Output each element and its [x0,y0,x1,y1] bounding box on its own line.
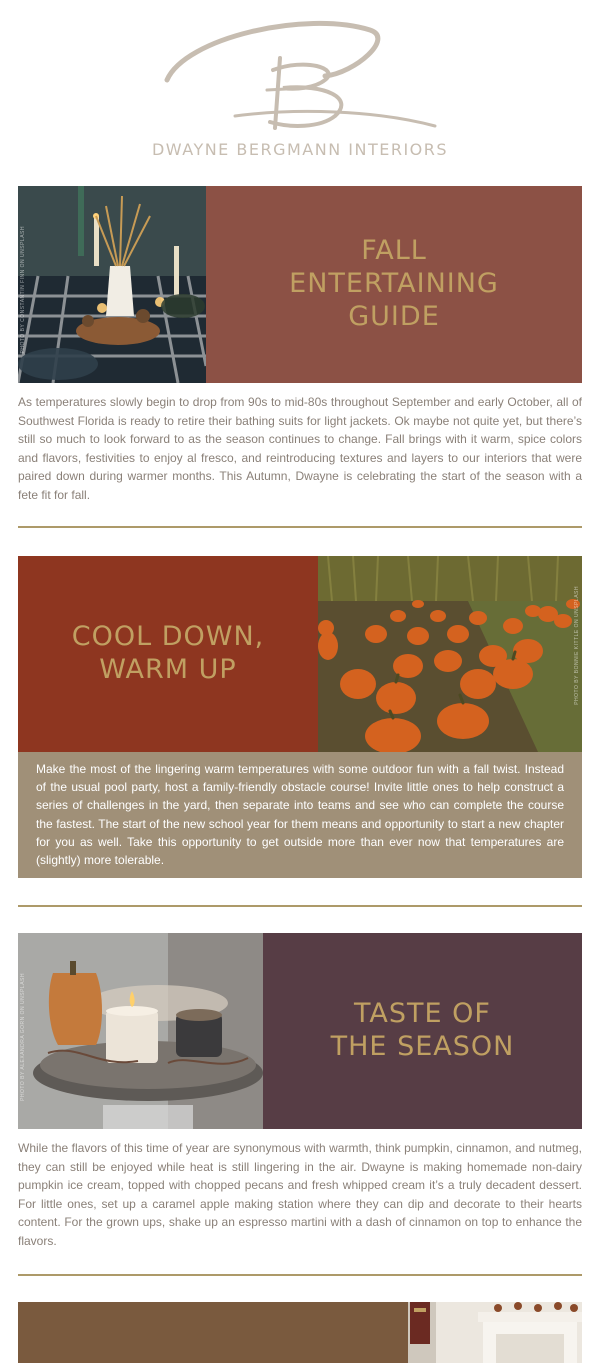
title-line: FALL [361,235,427,267]
pumpkin-patch-image [318,556,582,752]
taste-title-panel [263,933,582,1129]
cool-down-text-block [18,752,582,878]
section-heading [72,621,265,687]
cool-down-title-panel [18,556,318,752]
db-monogram-icon [155,18,445,136]
section-divider [18,905,582,907]
section-divider [18,1274,582,1276]
candle-tray-image [18,933,263,1129]
fall-guide-title-panel [206,186,582,383]
intro-paragraph: As temperatures slowly begin to drop from 90s to mid-80s throughout September and early October, all of Southwest Florida is ready to retire their bathing suits for light jackets. Ok maybe not quite yet, but there’s still so much to look forward to as the season continues to change. Fall brings with it warm, spice colors and flavors, festivities to enjoy al fresco, and reintroducing textures and layers to our interiors that were paired down during warmer months. This Autumn, Dwayne is celebrating the start of the season with a fete fit for fall. [18,395,582,502]
next-section-panel [18,1302,408,1363]
page-title [289,235,499,334]
photo-credit: PHOTO BY ALEXANDRA GORN ON UNSPLASH [20,973,26,1101]
heading-line: COOL DOWN, [71,621,265,653]
section-divider [18,526,582,528]
heading-line: WARM UP [99,654,237,685]
section-heading [331,998,515,1064]
heading-line: TASTE OF [354,998,491,1030]
photo-credit: PHOTO BY CONSTANTIN FINN ON UNSPLASH [20,226,26,354]
title-line: ENTERTAINING [289,268,499,300]
photo-credit: PHOTO BY BONNIE KITTLE ON UNSPLASH [574,586,580,705]
brand-name: DWAYNE BERGMANN INTERIORS [151,140,449,159]
cool-down-paragraph: Make the most of the lingering warm temperatures with some outdoor fun with a fall twist. Instead of the usual pool party, host a family-friendly obstacle course! Invite little ones to help construct a series of challenges in the yard, then separate into teams and see who can complete the course the fastest. The start of the new school year for them means and opportunity to start a new chapter for you as well. Take this opportunity to get outside more than ever now that temperatures are (slightly) more tolerable. [36,762,564,868]
brand-logo[interactable] [0,0,600,180]
taste-paragraph: While the flavors of this time of year are synonymous with warmth, think pumpkin, cinnamon, and nutmeg, they can still be enjoyed while heat is still lingering in the air. Dwayne is making homemade non-dairy pumpkin ice cream, topped with chopped pecans and fresh whipped cream it’s a truly decadent dessert. For little ones, set up a caramel apple making station where they can dip and decorate to their hearts content. For the grown ups, shake up an espresso martini with a dash of cinnamon on top to enhance the flavors. [18,1141,582,1248]
heading-line: THE SEASON [330,1031,515,1062]
title-line: GUIDE [348,300,440,332]
fireplace-mantel-image [408,1302,582,1363]
fall-table-setting-image [18,186,206,383]
